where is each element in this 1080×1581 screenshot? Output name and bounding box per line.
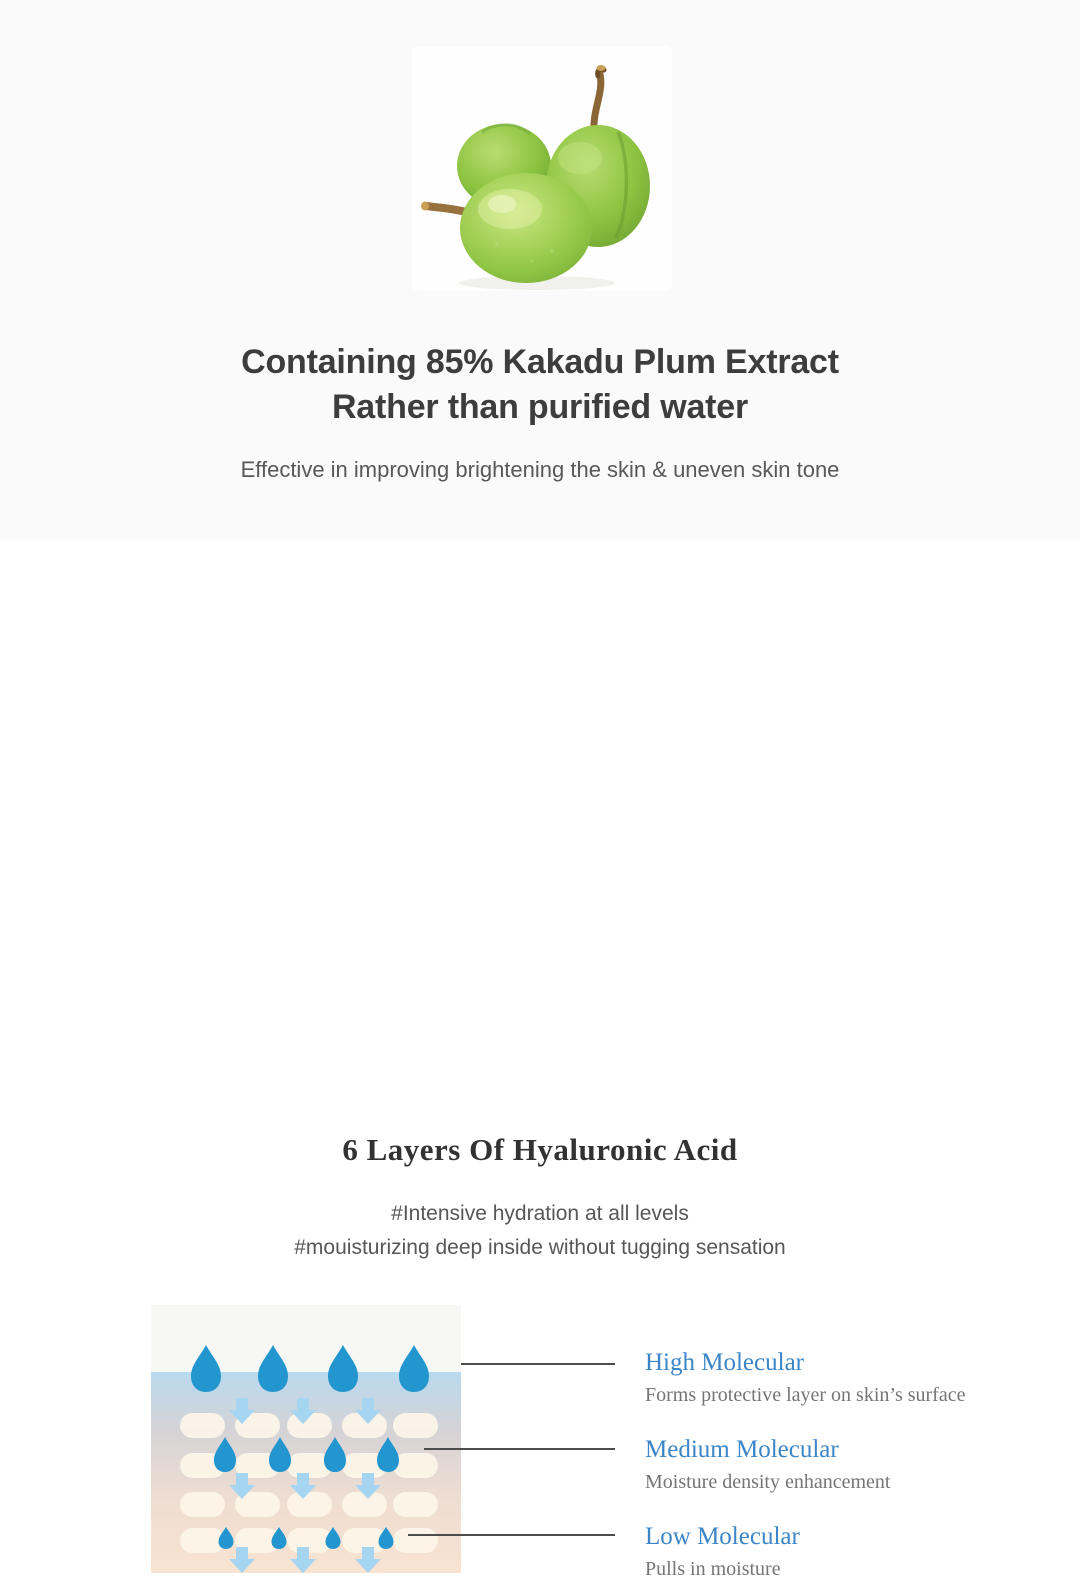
layer-label-medium: Medium Molecular xyxy=(645,1436,839,1463)
kakadu-plum-section xyxy=(0,0,1080,540)
hashtag-hydration: #Intensive hydration at all levels xyxy=(391,1202,689,1225)
layer-desc-medium: Moisture density enhancement xyxy=(645,1471,891,1493)
layer-row-high xyxy=(645,1348,1065,1407)
connector-line-high xyxy=(461,1363,615,1365)
hyaluronic-hashtags xyxy=(0,1197,1080,1265)
plum-subtext: Effective in improving brightening the skin & uneven skin tone xyxy=(240,457,840,482)
hyaluronic-heading: 6 Layers Of Hyaluronic Acid xyxy=(342,1132,738,1167)
layer-desc-high: Forms protective layer on skin’s surface xyxy=(645,1384,966,1406)
layer-label-low: Low Molecular xyxy=(645,1523,800,1550)
connector-line-low xyxy=(408,1534,615,1536)
layer-desc-low: Pulls in moisture xyxy=(645,1558,781,1580)
layer-row-medium xyxy=(645,1435,1065,1494)
plum-heading-line-1: Containing 85% Kakadu Plum Extract xyxy=(241,343,839,381)
plum-heading-line-2: Rather than purified water xyxy=(331,388,749,426)
skin-layer-diagram xyxy=(151,1305,461,1573)
layer-row-low xyxy=(645,1522,1065,1581)
kakadu-plums-image xyxy=(412,46,672,291)
moisture-cell-row-3 xyxy=(180,1492,438,1517)
connector-line-medium xyxy=(424,1448,615,1450)
hyaluronic-acid-section xyxy=(0,540,1080,1580)
plum-heading xyxy=(0,340,1080,430)
plum-front xyxy=(460,173,592,283)
kakadu-plums-illustration xyxy=(412,46,672,291)
layer-label-high: High Molecular xyxy=(645,1349,804,1376)
hashtag-moisturizing: #mouisturizing deep inside without tugging sensation xyxy=(294,1236,786,1259)
